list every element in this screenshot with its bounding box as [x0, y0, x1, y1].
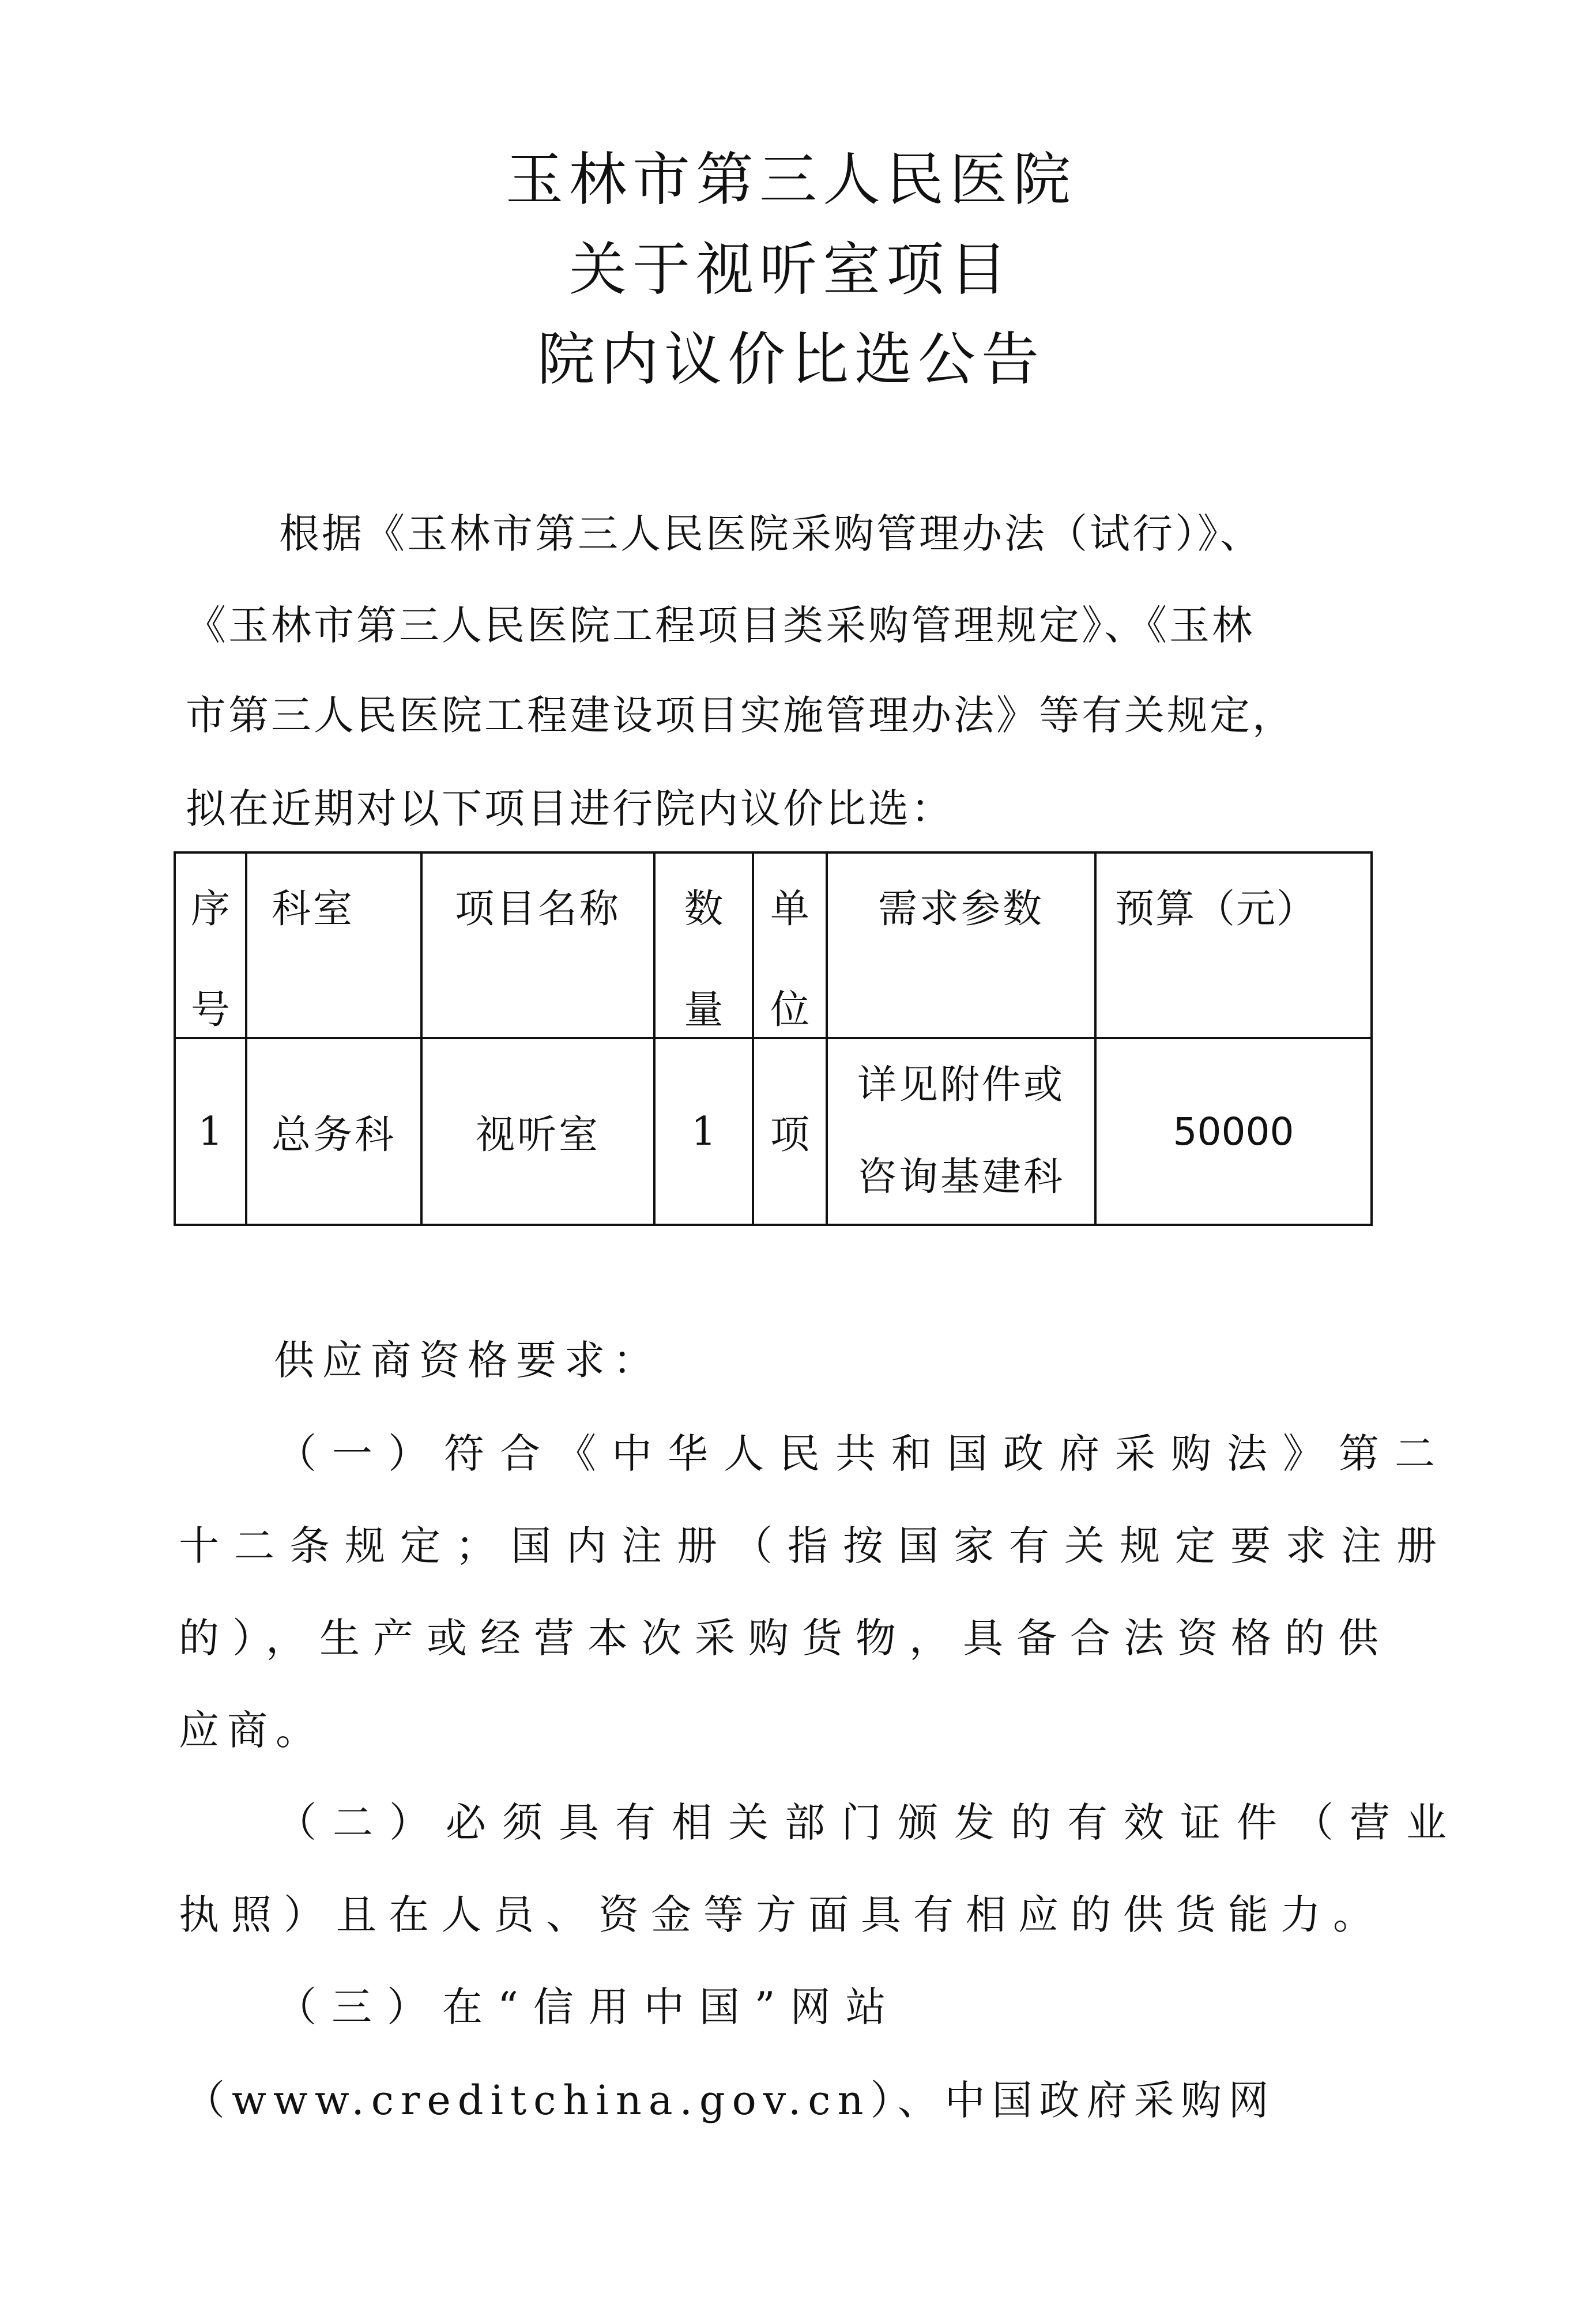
- cell-params-line-2: 咨询基建科: [857, 1155, 1065, 1200]
- qualification-item2-line2: 执照）且在人员、资金等方面具有相应的供货能力。: [179, 1891, 1385, 1938]
- header-seq-char-1: 序: [190, 886, 230, 932]
- cell-name: 视听室: [421, 1038, 654, 1225]
- qualification-item3-line1: （三）在“信用中国”网站: [276, 1983, 901, 2031]
- table-header-row: [175, 852, 1372, 1038]
- cell-budget: 50000: [1095, 1038, 1372, 1225]
- header-unit-char-2: 位: [770, 987, 809, 1033]
- header-params: 需求参数: [827, 852, 1095, 1038]
- title-line-2: 关于视听室项目: [569, 236, 1013, 303]
- header-qty-char-1: 数: [684, 886, 724, 932]
- cell-params-line-1: 详见附件或: [857, 1062, 1065, 1108]
- header-seq-char-2: 号: [190, 987, 230, 1033]
- cell-seq: 1: [175, 1038, 246, 1225]
- header-budget: 预算（元）: [1095, 852, 1372, 1038]
- procurement-table: [174, 851, 1373, 1226]
- intro-line-1: 根据《玉林市第三人民医院采购管理办法（试行）》、: [279, 510, 1263, 557]
- cell-dept: 总务科: [246, 1038, 421, 1225]
- header-unit-char-1: 单: [770, 886, 809, 932]
- qualification-item1-line3: 的），生产或经营本次采购货物，具备合法资格的供: [179, 1614, 1392, 1662]
- title-line-1: 玉林市第三人民医院: [506, 146, 1076, 213]
- header-seq: [175, 852, 246, 1038]
- header-name: 项目名称: [421, 852, 654, 1038]
- cell-unit: 项: [753, 1038, 827, 1225]
- cell-qty: 1: [654, 1038, 753, 1225]
- qualification-item2-line1: （二）必须具有相关部门颁发的有效证件（营业: [276, 1799, 1463, 1846]
- header-qty: [654, 852, 753, 1038]
- intro-line-4: 拟在近期对以下项目进行院内议价比选：: [186, 785, 954, 832]
- header-dept: 科室: [246, 852, 421, 1038]
- intro-line-2: 《玉林市第三人民医院工程项目类采购管理规定》、《玉林: [186, 602, 1255, 649]
- header-unit: [753, 852, 827, 1038]
- title-line-3: 院内议价比选公告: [537, 326, 1045, 393]
- header-qty-char-2: 量: [684, 987, 724, 1033]
- qualification-heading: 供应商资格要求：: [274, 1337, 661, 1384]
- qualification-item1-line4: 应商。: [179, 1707, 324, 1754]
- cell-params: [827, 1038, 1095, 1225]
- qualification-item1-line2: 十二条规定；国内注册（指按国家有关规定要求注册: [179, 1522, 1452, 1570]
- qualification-item3-line2: （www.creditchina.gov.cn）、中国政府采购网: [184, 2077, 1276, 2124]
- qualification-item1-line1: （一）符合《中华人民共和国政府采购法》第二: [276, 1430, 1451, 1477]
- intro-line-3: 市第三人民医院工程建设项目实施管理办法》等有关规定，: [186, 692, 1295, 739]
- table-row: [175, 1038, 1372, 1225]
